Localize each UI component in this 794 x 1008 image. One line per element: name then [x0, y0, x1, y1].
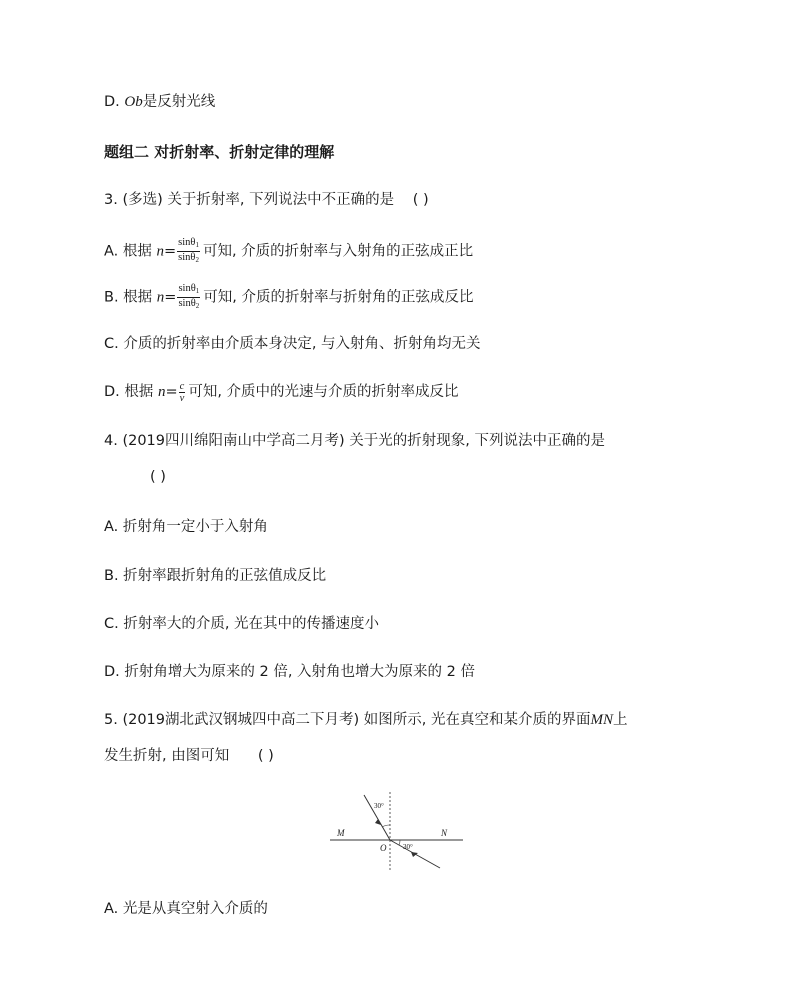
refraction-diagram: [325, 790, 470, 872]
label-o: O: [380, 843, 387, 853]
angle-arc-bottom: [399, 840, 400, 845]
answer-bracket: ( ): [257, 748, 274, 764]
question-3-option-b: B. 根据 n= $\frac{\sin\theta_1}{\sin\theta_2}$ 可知, 介质的折射率与折射角的正弦成反比: [104, 283, 474, 310]
section-heading: 题组二 对折射率、折射定律的理解: [104, 143, 335, 161]
option-2d: D. Ob是反射光线: [104, 94, 216, 110]
question-5-option-a: A. 光是从真空射入介质的: [104, 901, 268, 917]
arrow-icon: [411, 852, 418, 857]
question-3-option-c: C. 介质的折射率由介质本身决定, 与入射角、折射角均无关: [104, 336, 481, 352]
question-4-option-d: D. 折射角增大为原来的 2 倍, 入射角也增大为原来的 2 倍: [104, 664, 475, 680]
angle-label-top: 30°: [374, 802, 384, 810]
var-ob: Ob: [124, 94, 143, 110]
question-4-option-c: C. 折射率大的介质, 光在其中的传播速度小: [104, 616, 380, 632]
question-3-stem: 3. (多选) 关于折射率, 下列说法中不正确的是 ( ): [104, 192, 429, 208]
answer-bracket: ( ): [412, 192, 429, 208]
label-n: N: [441, 828, 448, 838]
answer-bracket: ( ): [150, 469, 166, 485]
fraction-sin-ratio: $\frac{\sin\theta_1}{\sin\theta_2}$: [178, 237, 199, 264]
question-5-stem: 5. (2019湖北武汉钢城四中高二下月考) 如图所示, 光在真空和某介质的界面MN上: [104, 712, 628, 728]
fraction-sin-ratio: $\frac{\sin\theta_1}{\sin\theta_2}$: [178, 283, 200, 310]
question-4-stem: 4. (2019四川绵阳南山中学高二月考) 关于光的折射现象, 下列说法中正确的是: [104, 433, 605, 449]
angle-label-bottom: 30°: [403, 843, 413, 851]
question-4-option-b: B. 折射率跟折射角的正弦值成反比: [104, 568, 327, 584]
label-m: M: [337, 828, 345, 838]
question-4-option-a: A. 折射角一定小于入射角: [104, 519, 268, 535]
question-3-option-a: A. 根据 n= $\frac{\sin\theta_1}{\sin\theta_2}$ 可知, 介质的折射率与入射角的正弦成正比: [104, 237, 474, 264]
fraction-c-over-v: $\frac{c}{v}$: [179, 380, 185, 404]
question-5-stem-line2: 发生折射, 由图可知 ( ): [104, 748, 274, 764]
question-3-option-d: D. 根据 n= $\frac{c}{v}$ 可知, 介质中的光速与介质的折射率成反比: [104, 380, 459, 404]
angle-arc-top: [382, 825, 390, 827]
